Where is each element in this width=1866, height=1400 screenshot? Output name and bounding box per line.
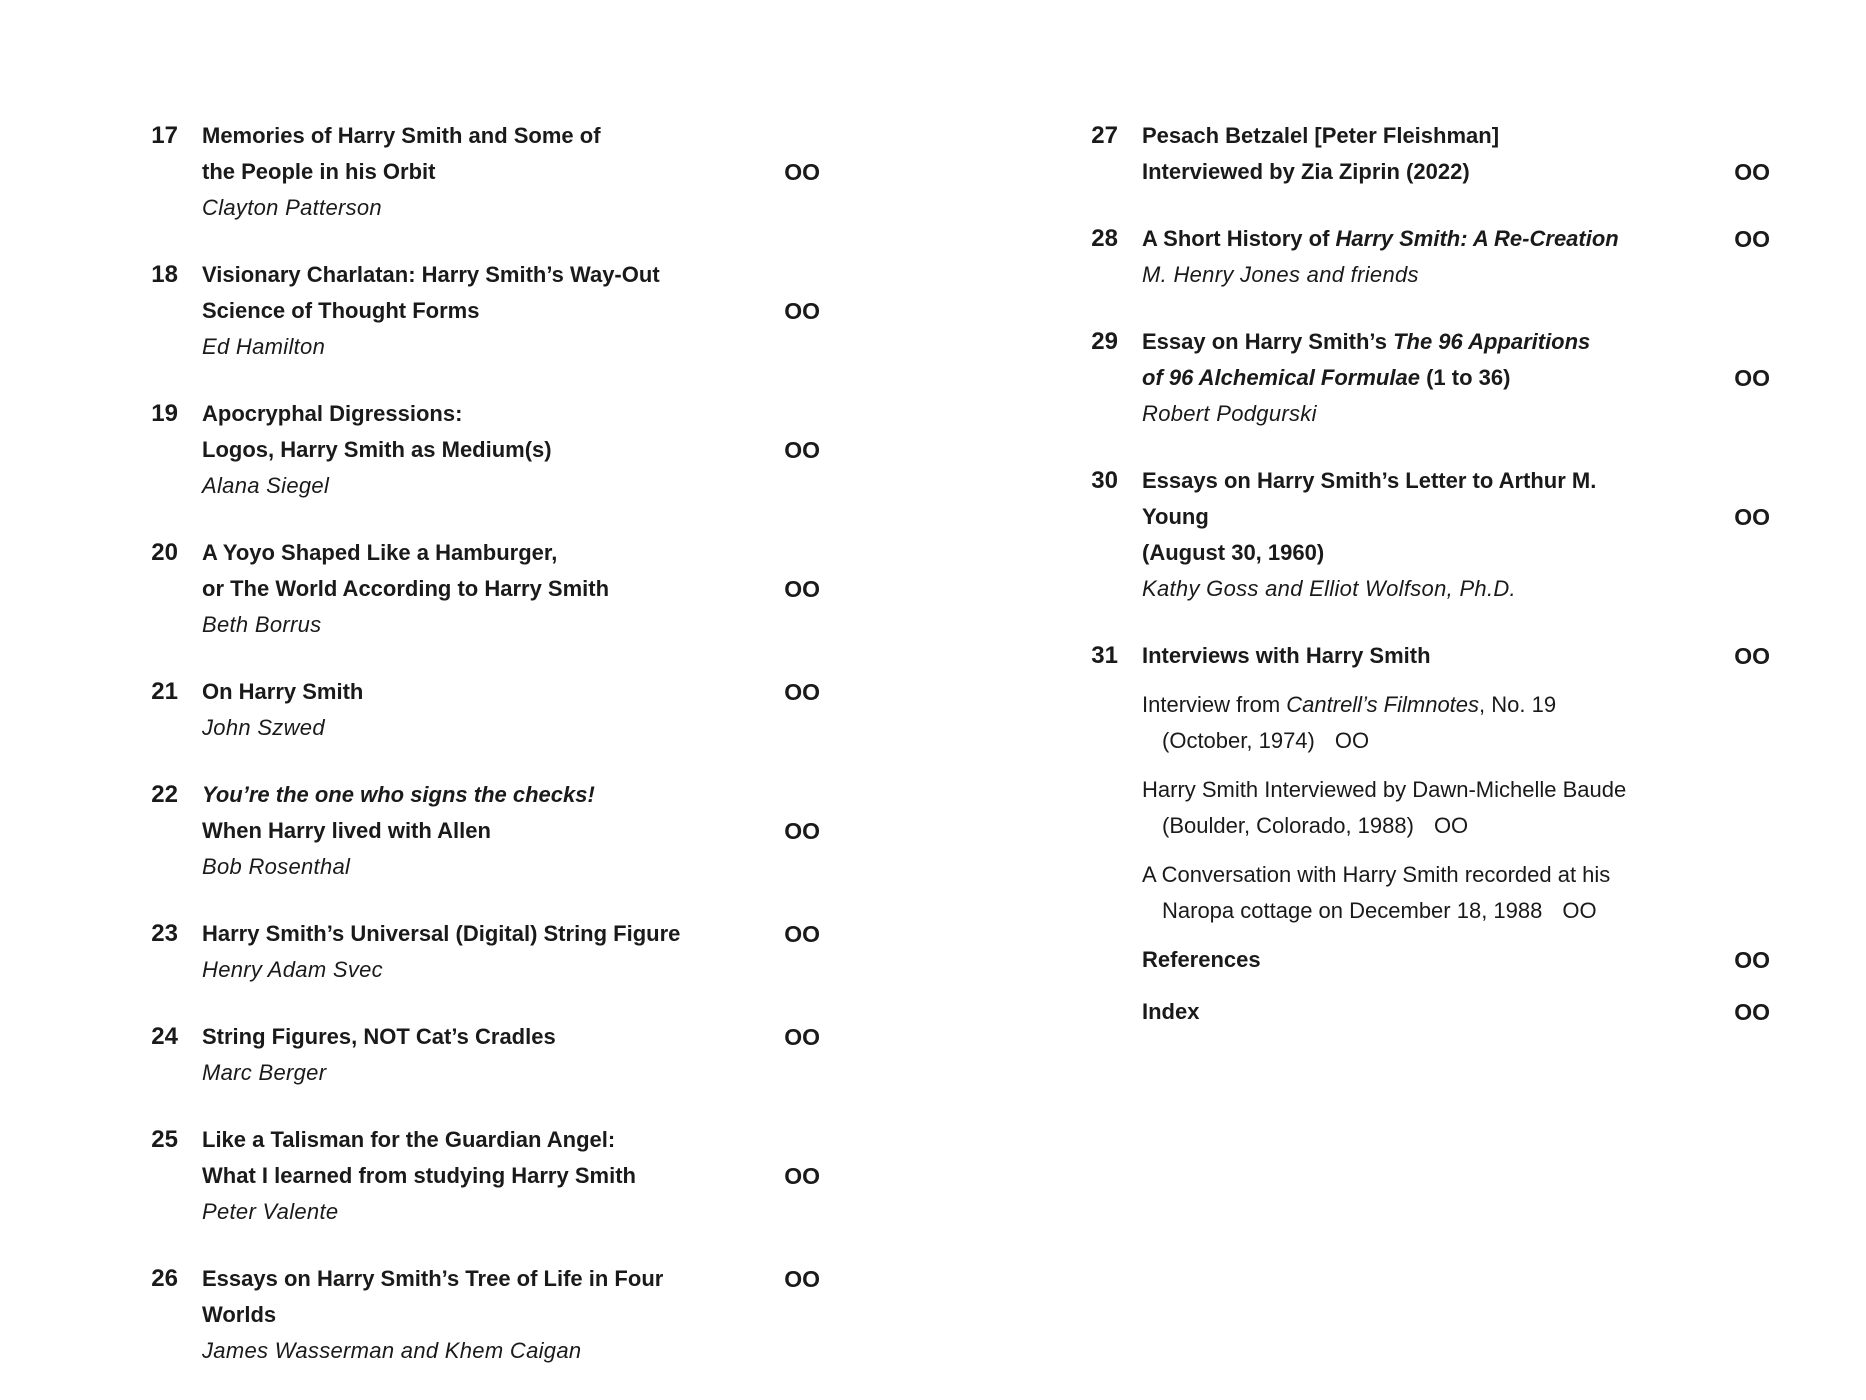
entry-number: 22	[151, 781, 178, 808]
toc-entry-25[interactable]	[140, 1122, 820, 1230]
toc-entry-30[interactable]	[1080, 463, 1770, 607]
toc-entry-27[interactable]	[1080, 118, 1770, 190]
toc-entry-29[interactable]	[1080, 324, 1770, 432]
entry-title: Like a Talisman for the Guardian Angel: What I learned from studying Harry Smith	[202, 1127, 636, 1188]
page-number: OO	[784, 298, 820, 324]
page-number: OO	[784, 679, 820, 705]
entry-title: Essays on Harry Smith’s Tree of Life in Four Worlds	[202, 1266, 664, 1327]
toc-right-column	[1080, 118, 1770, 1061]
entry-number: 25	[151, 1126, 178, 1153]
entry-author: James Wasserman and Khem Caigan	[202, 1338, 582, 1363]
page-number: OO	[784, 818, 820, 844]
entry-author: Marc Berger	[202, 1060, 327, 1085]
entry-title: Essay on Harry Smith’s The 96 Apparitions of 96 Alchemical Formulae (1 to 36)	[1142, 329, 1591, 390]
page-number: OO	[784, 1266, 820, 1292]
sub-entry-baude[interactable]: Harry Smith Interviewed by Dawn-Michelle Baude (Boulder, Colorado, 1988) OO	[1142, 777, 1627, 838]
entry-author: Peter Valente	[202, 1199, 339, 1224]
entry-number: 29	[1091, 328, 1118, 355]
entry-number: 23	[151, 920, 178, 947]
page-number: OO	[1734, 226, 1770, 252]
toc-entry-22[interactable]	[140, 777, 820, 885]
entry-number: 26	[151, 1265, 178, 1292]
entry-author: Ed Hamilton	[202, 334, 326, 359]
entry-number: 24	[151, 1023, 178, 1050]
toc-entry-24[interactable]	[140, 1019, 820, 1091]
entry-author: Henry Adam Svec	[202, 957, 383, 982]
toc-entry-23[interactable]	[140, 916, 820, 988]
page-number: OO	[1562, 898, 1597, 923]
toc-entry-21[interactable]	[140, 674, 820, 746]
toc-entry-index[interactable]	[1080, 994, 1770, 1030]
page-number: OO	[1734, 365, 1770, 391]
page-number: OO	[784, 159, 820, 185]
sub-entry-naropa[interactable]: A Conversation with Harry Smith recorded at his Naropa cottage on December 18, 1988 OO	[1142, 862, 1611, 923]
page-number: OO	[1734, 643, 1770, 669]
toc-entry-references[interactable]	[1080, 942, 1770, 978]
entry-author: Beth Borrus	[202, 612, 322, 637]
entry-title: A Yoyo Shaped Like a Hamburger, or The World According to Harry Smith	[202, 540, 610, 601]
entry-title: String Figures, NOT Cat’s Cradles	[202, 1024, 556, 1049]
page-number: OO	[1334, 728, 1370, 753]
toc-entry-20[interactable]	[140, 535, 820, 643]
entry-title: Index	[1142, 999, 1200, 1024]
entry-title: On Harry Smith	[202, 679, 364, 704]
page-number: OO	[1433, 813, 1469, 838]
page-number: OO	[1734, 159, 1770, 185]
entry-author: Bob Rosenthal	[202, 854, 351, 879]
page-number: OO	[1734, 999, 1770, 1025]
entry-number: 30	[1091, 467, 1118, 494]
toc-entry-28[interactable]	[1080, 221, 1770, 293]
entry-title: You’re the one who signs the checks! When Harry lived with Allen	[202, 782, 595, 843]
entry-title: Harry Smith’s Universal (Digital) String Figure	[202, 921, 681, 946]
toc-entry-17[interactable]	[140, 118, 820, 226]
page-number: OO	[1734, 504, 1770, 530]
entry-title: Pesach Betzalel [Peter Fleishman] Interviewed by Zia Ziprin (2022)	[1142, 123, 1500, 184]
entry-title: Memories of Harry Smith and Some of the People in his Orbit	[202, 123, 601, 184]
entry-title: References	[1142, 947, 1261, 972]
toc-left-column	[140, 118, 820, 1400]
toc-entry-31[interactable]	[1080, 638, 1770, 674]
page-number: OO	[784, 437, 820, 463]
toc-entry-19[interactable]	[140, 396, 820, 504]
entry-number: 27	[1091, 122, 1118, 149]
entry-number: 20	[151, 539, 178, 566]
entry-number: 17	[151, 122, 178, 149]
entry-number: 21	[151, 678, 178, 705]
page-number: OO	[784, 576, 820, 602]
toc-entry-18[interactable]	[140, 257, 820, 365]
page-number: OO	[784, 1024, 820, 1050]
entry-title: Visionary Charlatan: Harry Smith’s Way-Out Science of Thought Forms	[202, 262, 660, 323]
entry-title: A Short History of Harry Smith: A Re-Creation	[1142, 226, 1619, 251]
page-number: OO	[784, 1163, 820, 1189]
entry-number: 18	[151, 261, 178, 288]
entry-author: Kathy Goss and Elliot Wolfson, Ph.D.	[1142, 576, 1516, 601]
entry-number: 19	[151, 400, 178, 427]
page-number: OO	[784, 921, 820, 947]
entry-author: Clayton Patterson	[202, 195, 382, 220]
entry-title: Essays on Harry Smith’s Letter to Arthur M. Young (August 30, 1960)	[1142, 468, 1597, 565]
entry-author: Alana Siegel	[202, 473, 330, 498]
entry-number: 28	[1091, 225, 1118, 252]
toc-entry-26[interactable]	[140, 1261, 820, 1369]
page-number: OO	[1734, 947, 1770, 973]
entry-title: Interviews with Harry Smith	[1142, 643, 1431, 668]
sub-entry-cantrell[interactable]: Interview from Cantrell’s Filmnotes, No. 19 (October, 1974) OO	[1142, 692, 1557, 753]
entry-number: 31	[1091, 642, 1118, 669]
entry-title: Apocryphal Digressions: Logos, Harry Smith as Medium(s)	[202, 401, 552, 462]
entry-author: John Szwed	[202, 715, 325, 740]
entry-author: M. Henry Jones and friends	[1142, 262, 1419, 287]
entry-author: Robert Podgurski	[1142, 401, 1317, 426]
